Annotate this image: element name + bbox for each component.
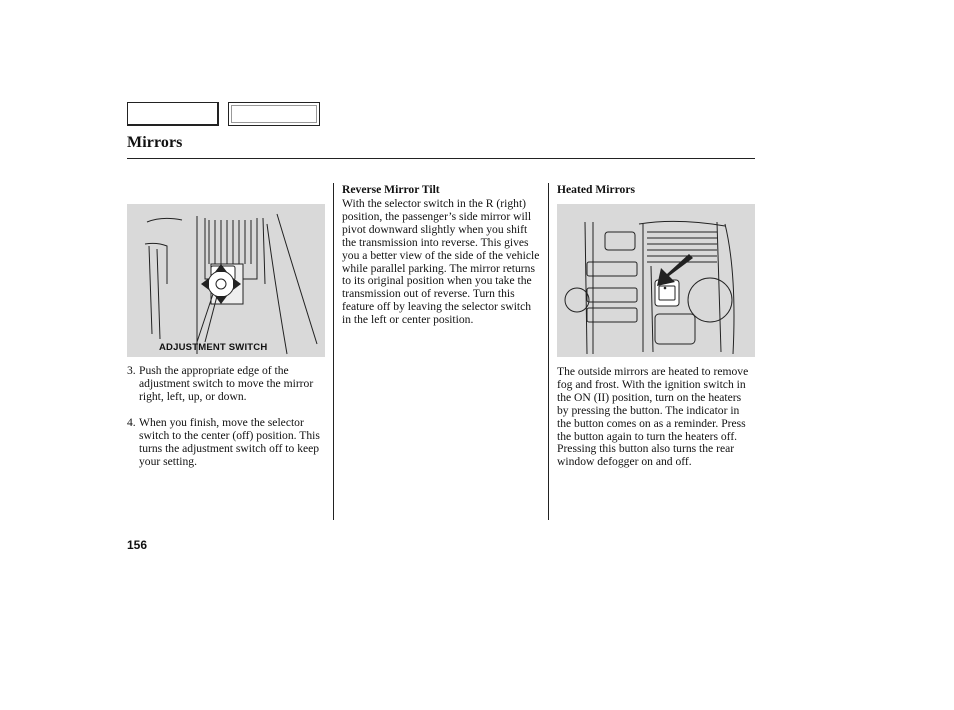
title-rule	[127, 158, 755, 159]
adjustment-switch-label: ADJUSTMENT SWITCH	[159, 342, 268, 353]
section-tab-primary	[127, 102, 219, 126]
section-tab-secondary	[228, 102, 320, 126]
column-divider-left	[333, 183, 334, 520]
reverse-tilt-heading: Reverse Mirror Tilt	[342, 183, 440, 196]
page-number: 156	[127, 538, 148, 552]
adjustment-switch-illustration	[127, 204, 325, 357]
heated-mirror-button-illustration	[557, 204, 755, 357]
heated-mirrors-heading: Heated Mirrors	[557, 183, 636, 196]
column-divider-right	[548, 183, 549, 520]
page-title: Mirrors	[127, 134, 183, 151]
reverse-tilt-body: With the selector switch in the R (right) position, the passenger’s side mirror will pivot downward slightly when you shift the transmission into reverse. This gives you a better view of the side of the vehicle while parallel parking. The mirror returns to its original position when you take the transmission out of reverse. Turn this feature off by leaving the selector switch in the left or center position.	[342, 197, 540, 327]
heated-mirrors-body: The outside mirrors are heated to remove fog and frost. With the ignition switch in the ON (II) position, turn on the heaters by pressing the button. The indicator in the button comes on as a reminder. Press the button again to turn the heaters off. Pressing this button also turns the rear window defogger on and off.	[557, 365, 749, 469]
